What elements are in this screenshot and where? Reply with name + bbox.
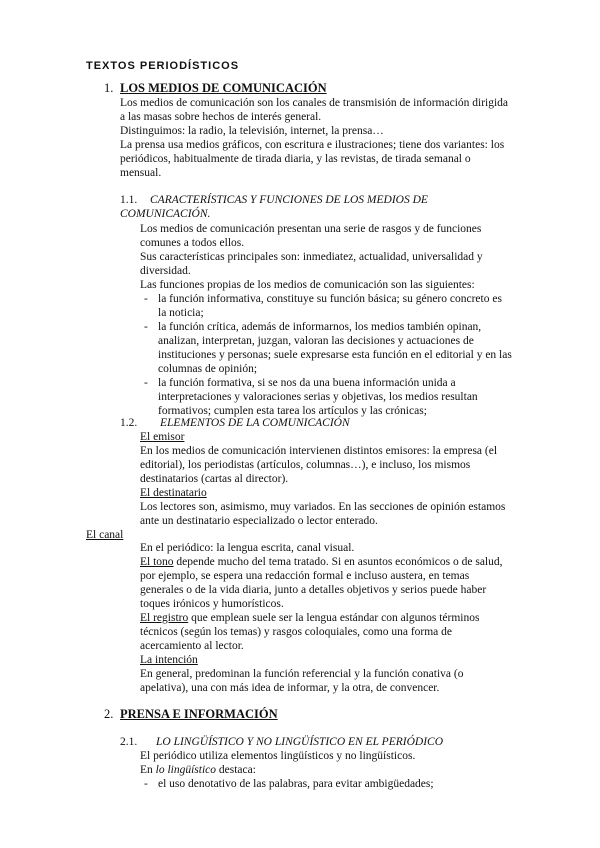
text-fragment: destaca: (216, 764, 256, 776)
list-item: - la función formativa, si se nos da una buena información unida a interpretaciones y valoraciones serias y objetivas, los medios resultan formativos; cumplen esta tarea los artículos y las crónicas; (140, 376, 512, 418)
document-title: TEXTOS PERIODÍSTICOS (86, 60, 240, 72)
subsection-1-1-body (140, 222, 512, 418)
list-item: - el uso denotativo de las palabras, para evitar ambigüedades; (140, 777, 512, 791)
tono-label: El tono (140, 556, 174, 568)
paragraph: En el periódico: la lengua escrita, canal visual. (140, 542, 355, 554)
subsection-2-1-body (140, 749, 512, 791)
paragraph (140, 763, 512, 777)
paragraph (140, 555, 512, 611)
paragraph: Los lectores son, asimismo, muy variados. En las secciones de opinión estamos ante un destinatario especializado o lector enterado. (140, 501, 506, 527)
subsection-1-2-heading (120, 416, 500, 430)
linguistic-list (140, 777, 512, 791)
destinatario-label: El destinatario (140, 487, 207, 499)
section-number: 1. (104, 81, 114, 95)
emisor-label: El emisor (140, 431, 185, 443)
subsection-number: 2.1. (120, 736, 138, 748)
section-2-heading (104, 707, 278, 721)
section-1-intro (120, 96, 512, 180)
section-title: PRENSA E INFORMACIÓN (120, 707, 278, 721)
canal-label-row (86, 528, 123, 542)
subsection-1-2-body-a (140, 430, 512, 528)
section-title: LOS MEDIOS DE COMUNICACIÓN (120, 81, 327, 95)
paragraph (140, 611, 512, 653)
section-1-heading (104, 81, 327, 95)
paragraph: El periódico utiliza elementos lingüísticos y no lingüísticos. (140, 750, 416, 762)
subsection-title: LO LINGÜÍSTICO Y NO LINGÜÍSTICO EN EL PERIÓDICO (156, 736, 443, 748)
subsection-1-1-heading (120, 193, 450, 221)
paragraph: En los medios de comunicación intervienen distintos emisores: la empresa (el editorial), los periodistas (artículos, columnas…), e incluso, los mismos destinatarios (cartas al director). (140, 445, 498, 485)
subsection-title: CARACTERÍSTICAS Y FUNCIONES DE LOS MEDIOS DE COMUNICACIÓN. (120, 194, 428, 220)
emphasis: lo lingüístico (155, 764, 217, 776)
list-item: - la función informativa, constituye su función básica; su género concreto es la noticia; (140, 292, 512, 320)
registro-label: El registro (140, 612, 189, 624)
paragraph: Sus características principales son: inmediatez, actualidad, universalidad y diversidad. (140, 251, 483, 277)
registro-text: que emplean suele ser la lengua estándar con algunos términos técnicos (según los temas) y rasgos coloquiales, como una forma de acercamiento al lector. (140, 612, 480, 652)
canal-label: El canal (86, 529, 124, 541)
paragraph: Los medios de comunicación son los canales de transmisión de información dirigida a las masas sobre hechos de interés general. (120, 97, 509, 123)
paragraph: En general, predominan la función referencial y la función conativa (o apelativa), una con más idea de informar, y la otra, de convencer. (140, 668, 464, 694)
paragraph: Distinguimos: la radio, la televisión, internet, la prensa… (120, 125, 384, 137)
text-fragment: En (140, 764, 156, 776)
paragraph: Los medios de comunicación presentan una serie de rasgos y de funciones comunes a todos ellos. (140, 223, 482, 249)
subsection-number: 1.1. (120, 194, 138, 206)
subsection-number: 1.2. (120, 417, 138, 429)
subsection-title: ELEMENTOS DE LA COMUNICACIÓN (160, 417, 350, 429)
list-item: - la función crítica, además de informarnos, los medios también opinan, analizan, interpretan, juzgan, valoran las decisiones y actuaciones de instituciones y personas; suele expresarse esta función en el editorial y en las columnas de opinión; (140, 320, 512, 376)
paragraph: Las funciones propias de los medios de comunicación son las siguientes: (140, 279, 475, 291)
paragraph: La prensa usa medios gráficos, con escritura e ilustraciones; tiene dos variantes: los periódicos, habitualmente de tirada diaria, y las revistas, de tirada semanal o mensual. (120, 139, 505, 179)
subsection-2-1-heading (120, 735, 520, 749)
subsection-1-2-body-b (140, 541, 512, 695)
section-number: 2. (104, 707, 114, 721)
intencion-label: La intención (140, 654, 198, 666)
functions-list (140, 292, 512, 418)
tono-text: depende mucho del tema tratado. Si en asuntos económicos o de salud, por ejemplo, se espera una redacción formal e incluso austera, en temas generales o de la vida diaria, junto a detalles objetivos y serios puede haber toques irónicos y humorísticos. (140, 556, 503, 610)
